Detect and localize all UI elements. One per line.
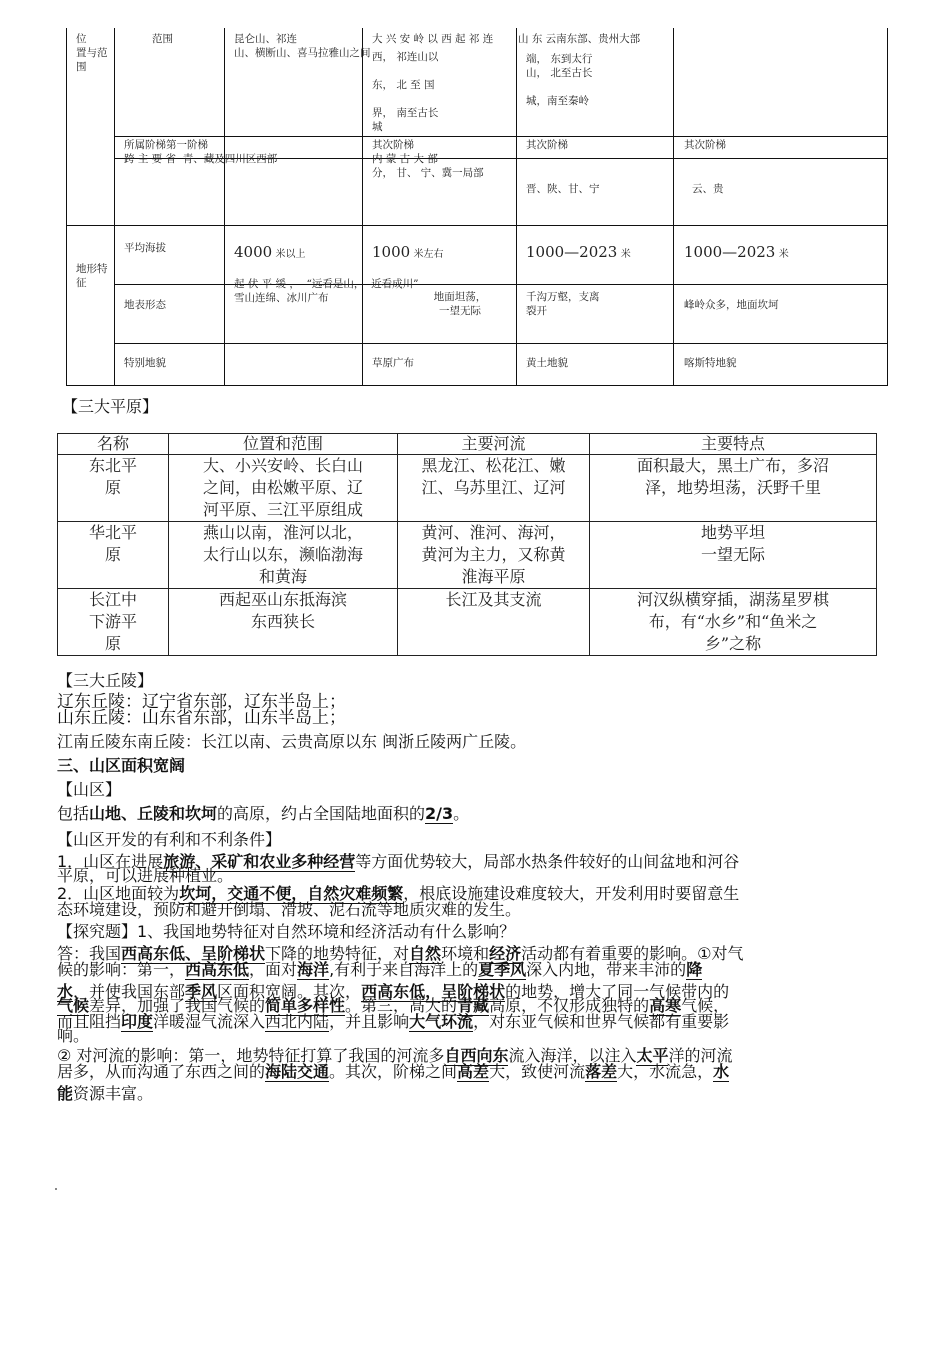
surface-yunnan: 峰岭众多，地面坎坷 [684,299,779,311]
surface-inner-mongolia: 地面坦荡， 一望无际 [433,291,487,317]
section-title: 三、山区面积宽阔 [57,756,186,775]
special-loess: 黄土地貌 [526,357,568,369]
mountain-text: 包括山地、丘陵和坎坷的高原，约占全国陆地面积的2/3。 [57,804,470,823]
plains-heading: 【三大平原】 [62,397,159,416]
explore-question: 【探究题】1、我国地势特征对自然环境和经济活动有什么影响？ [57,922,516,941]
landform-table [66,28,888,386]
plain-features: 地势平坦 一望无际 [590,522,877,589]
table-divider [362,28,363,386]
development-line: 态环境建设，预防和避开倒塌、滑坡、泥石流等地质灾难的发生。 [57,900,522,919]
development-line: 2．山区地面较为坎坷，交通不便，自然灾难频繁，根底设施建设难度较大，开发利用时要留意生 [57,884,740,903]
table-border [887,28,888,386]
scope-qinghai-tibet: 昆仑山、祁连 山、横断山、喜马拉雅山之间 [234,33,371,59]
table-row [58,522,877,589]
special-yunnan: 喀斯特地貌 [684,357,737,369]
special-label: 特别地貌 [124,357,166,369]
table-row [58,589,877,656]
hill-jiangnan: 江南丘陵东南丘陵：长江以南、云贵高原以东 闽浙丘陵两广丘陵。 [57,732,527,751]
plains-table [57,433,877,656]
location-header: 位 置与范 围 [76,33,108,73]
table-divider [66,225,888,226]
altitude-loess: 1000—2023 米 [526,243,631,261]
table-divider [114,343,888,344]
plain-name: 东北平 原 [58,455,169,522]
answer-line: 候的影响：第一，西高东低，面对海洋,有利于来自海洋上的夏季风深入内地，带来丰沛的降 [57,960,703,979]
answer-line: 响。 [57,1026,90,1045]
plain-rivers: 长江及其支流 [398,589,590,656]
table-divider [114,28,115,386]
altitude-qinghai-tibet: 4000 米以上 [234,243,306,261]
hills-heading: 【三大丘陵】 [57,671,154,690]
step-loess-b: 晋、陕、甘、宁 [526,183,600,195]
plain-location: 大、小兴安岭、长白山 之间，由松嫩平原、辽 河平原、三江平原组成 [169,455,398,522]
plain-name: 长江中 下游平 原 [58,589,169,656]
step-inner-mongolia: 其次阶梯 内 蒙 古 大 部 分， 甘、 宁、冀一局部 [372,139,484,179]
header-features: 主要特点 [590,434,877,455]
header-name: 名称 [58,434,169,455]
plain-name: 华北平 原 [58,522,169,589]
table-divider [516,28,517,386]
answer-line: 能资源丰富。 [57,1084,154,1103]
scope-inner-mongolia-a: 大 兴 安 岭 以 西 起 祁 连 [372,33,494,45]
hill-shandong: 山东丘陵：山东省东部，山东半岛上； [57,708,346,728]
answer-line: 气候差异，加强了我国气候的简单多样性。第三，高大的青藏高原，不仅形成独特的高寒气候， [57,996,730,1015]
plain-features: 河汉纵横穿插，湖荡星罗棋 布，有“水乡”和“鱼米之 乡”之称 [590,589,877,656]
step-loess-a: 其次阶梯 [526,139,568,151]
table-border [66,385,888,386]
development-line: 平原，可以进展种植业。 [57,866,234,885]
surface-label: 地表形态 [124,299,166,311]
answer-line: 答：我国西高东低、呈阶梯状下降的地势特征，对自然环境和经济活动都有着重要的影响。①对气 [57,944,744,963]
plain-features: 面积最大，黑土广布，多沼 泽，地势坦荡，沃野千里 [590,455,877,522]
plain-rivers: 黑龙江、松花江、嫩 江、乌苏里江、辽河 [398,455,590,522]
table-header-row [58,434,877,455]
table-row [58,455,877,522]
altitude-yunnan: 1000—2023 米 [684,243,789,261]
table-divider [224,28,225,386]
altitude-label: 平均海拔 [124,242,166,254]
step-yunnan-a: 其次阶梯 [684,139,726,151]
answer-line: 居多，从而沟通了东西之间的海陆交通。其次，阶梯之间高差大，致使河流落差大，水流急，水 [57,1062,730,1081]
step-label: 所属阶梯第一阶梯 跨 主 要 省 青、藏及四川区西部 [124,139,278,165]
special-inner-mongolia: 草原广布 [372,357,414,369]
plain-location: 西起巫山东抵海滨 东西狭长 [169,589,398,656]
scope-loess-b: 端， 东到太行 山， 北至古长 城，南至秦岭 [526,53,593,107]
plain-rivers: 黄河、淮河、海河， 黄河为主力，又称黄 淮海平原 [398,522,590,589]
header-location: 位置和范围 [169,434,398,455]
scope-inner-mongolia-b: 西， 祁连山以 东， 北 至 国 界， 南至古长 城 [372,51,439,133]
altitude-inner-mongolia: 1000 米左右 [372,243,444,261]
step-yunnan-b: 云、贵 [692,183,724,195]
table-divider [114,136,888,137]
answer-line: 而且阻挡印度洋暖湿气流深入西北内陆，并且影响大气环流，对东亚气候和世界气候都有重要影 [57,1012,730,1031]
terrain-header: 地形特 征 [76,263,108,289]
mountain-heading: 【山区】 [57,780,122,799]
scope-label: 范围 [152,33,173,45]
answer-line: 水，并使我国东部季风区面积宽阔。其次，西高东低，呈阶梯状的地势，增大了同一气候带内的 [57,982,730,1001]
plain-location: 燕山以南，淮河以北， 太行山以东，濒临渤海 和黄海 [169,522,398,589]
table-divider [673,28,674,386]
header-rivers: 主要河流 [398,434,590,455]
table-border [66,28,67,386]
surface-qinghai-tibet: 起 伏 平 缓 ， “远看是山， 近看成川” 雪山连绵、冰川广布 [234,278,419,304]
answer-line: ② 对河流的影响：第一，地势特征打算了我国的河流多自西向东流入海洋，以注入太平洋的河流 [57,1046,733,1065]
development-heading: 【山区开发的有利和不利条件】 [57,830,282,849]
page-mark [55,1188,57,1190]
hill-liaodong: 辽东丘陵：辽宁省东部，辽东半岛上； [57,692,346,712]
development-line: 1．山区在进展旅游、采矿和农业多种经营等方面优势较大，局部水热条件较好的山间盆地和河谷 [57,852,740,871]
scope-loess-a: 山 东 云南东部、贵州大部 [518,33,641,45]
surface-loess: 千沟万壑，支离 裂开 [526,291,600,317]
